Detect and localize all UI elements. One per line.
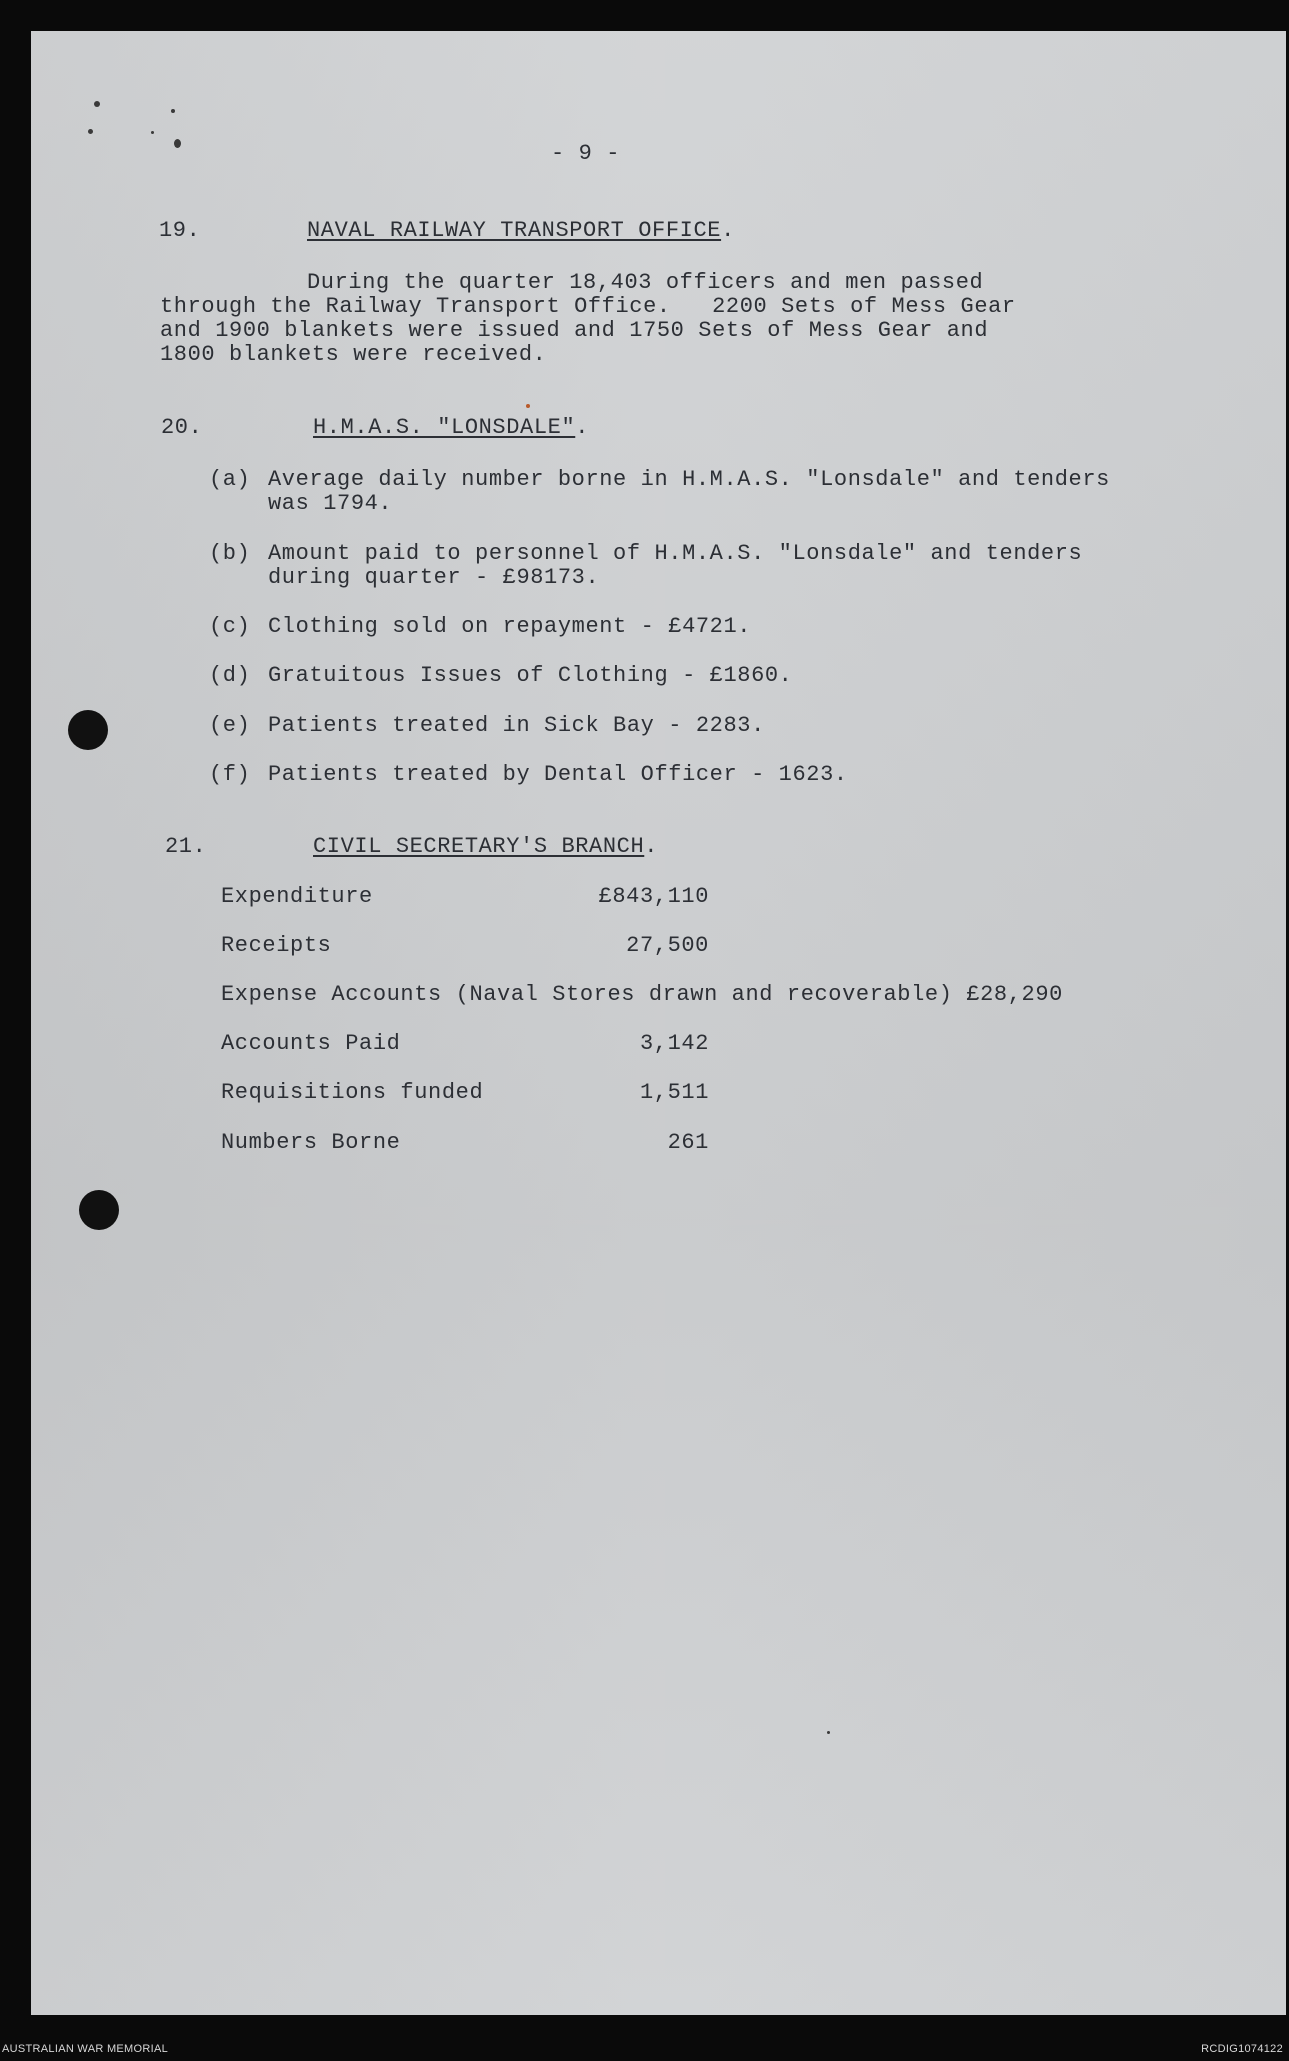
speck: [174, 139, 181, 148]
item-d-line-1: Gratuitous Issues of Clothing - £1860.: [268, 663, 793, 688]
row-accounts-paid-value: 3,142: [639, 1031, 709, 1056]
row-requisitions-label: Requisitions funded: [221, 1080, 484, 1105]
row-requisitions-value: 1,511: [639, 1080, 709, 1105]
item-a-line-1: Average daily number borne in H.M.A.S. "Lonsdale" and tenders: [268, 467, 1110, 492]
document-page: [31, 31, 1286, 2015]
speck: [526, 404, 530, 408]
section-21-title-text: CIVIL SECRETARY'S BRANCH: [313, 834, 645, 859]
item-d-label: (d): [209, 663, 251, 688]
item-c-label: (c): [209, 614, 251, 639]
speck: [827, 1731, 830, 1734]
page-number: - 9 -: [551, 141, 621, 166]
section-21-title-trail: .: [644, 834, 659, 859]
punch-hole-bottom: [79, 1190, 119, 1230]
row-expenditure-label: Expenditure: [221, 884, 373, 909]
section-21-title: [313, 834, 658, 859]
section-19-title: [307, 218, 735, 243]
item-f-line-1: Patients treated by Dental Officer - 1623.: [268, 762, 848, 787]
item-e-line-1: Patients treated in Sick Bay - 2283.: [268, 713, 765, 738]
footer-left: AUSTRALIAN WAR MEMORIAL: [2, 2043, 169, 2055]
punch-hole-top: [68, 710, 108, 750]
row-numbers-borne-value: 261: [667, 1130, 709, 1155]
section-21-number: 21.: [165, 834, 207, 859]
row-numbers-borne-label: Numbers Borne: [221, 1130, 401, 1155]
item-b-line-1: Amount paid to personnel of H.M.A.S. "Lonsdale" and tenders: [268, 541, 1083, 566]
row-accounts-paid-label: Accounts Paid: [221, 1031, 401, 1056]
section-19-number: 19.: [159, 218, 201, 243]
item-e-label: (e): [209, 713, 251, 738]
section-20-title-text: H.M.A.S. "LONSDALE": [313, 415, 576, 440]
item-b-label: (b): [209, 541, 251, 566]
item-c-line-1: Clothing sold on repayment - £4721.: [268, 614, 752, 639]
row-expense-accounts: Expense Accounts (Naval Stores drawn and recoverable) £28,290: [221, 982, 1063, 1007]
section-20-title: [313, 415, 589, 440]
section-20-number: 20.: [161, 415, 203, 440]
item-a-line-2: was 1794.: [268, 491, 393, 516]
section-19-title-trail: .: [721, 218, 735, 243]
speck: [94, 101, 100, 107]
speck: [171, 109, 175, 113]
item-a-label: (a): [209, 467, 251, 492]
section-19-line-2: through the Railway Transport Office. 2200 Sets of Mess Gear: [160, 294, 1016, 319]
item-f-label: (f): [209, 762, 251, 787]
section-20-title-trail: .: [575, 415, 590, 440]
section-19-title-text: NAVAL RAILWAY TRANSPORT OFFICE: [307, 218, 722, 243]
item-b-line-2: during quarter - £98173.: [268, 565, 600, 590]
speck: [88, 129, 93, 134]
speck: [151, 131, 154, 134]
footer-right: RCDIG1074122: [1201, 2043, 1283, 2055]
section-19-line-3: and 1900 blankets were issued and 1750 Sets of Mess Gear and: [160, 318, 989, 343]
row-receipts-label: Receipts: [221, 933, 332, 958]
section-19-line-1: During the quarter 18,403 officers and men passed: [307, 270, 984, 295]
row-receipts-value: 27,500: [626, 933, 709, 958]
section-19-line-4: 1800 blankets were received.: [160, 342, 547, 367]
row-expenditure-value: £843,110: [598, 884, 709, 909]
